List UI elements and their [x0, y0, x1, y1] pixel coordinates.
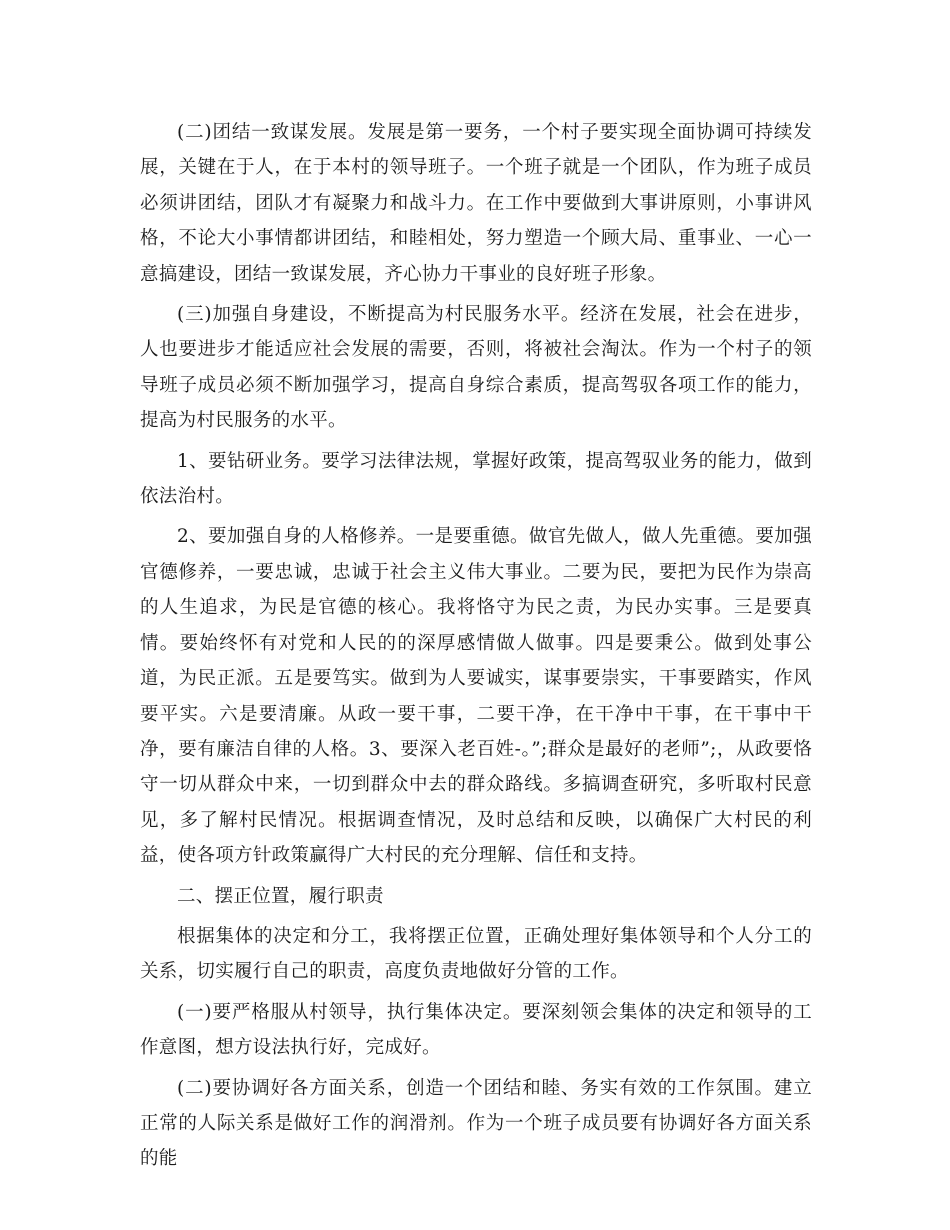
paragraph-self-building: (三)加强自身建设，不断提高为村民服务水平。经济在发展，社会在进步，人也要进步才能适应社会发展的需要，否则，将被社会淘汰。作为一个村子的领导班子成员必须不断加强学习，提高自身综合素质，提高驾驭各项工作的能力，提高为村民服务的水平。: [140, 304, 812, 432]
document-body: [140, 115, 812, 1182]
section-heading-position: 二、摆正位置，履行职责: [177, 885, 384, 907]
paragraph-collective-decision: 根据集体的决定和分工，我将摆正位置，正确处理好集体领导和个人分工的关系，切实履行自己的职责，高度负责地做好分管的工作。: [140, 925, 812, 983]
paragraph-personal-cultivation: 2、要加强自身的人格修养。一是要重德。做官先做人，做人先重德。要加强官德修养，一要忠诚，忠诚于社会主义伟大事业。二要为民，要把为民作为崇高的人生追求，为民是官德的核心。我将恪守为民之责，为民办实事。三是要真情。要始终怀有对党和人民的的深厚感情做人做事。四是要秉公。做到处事公道，为民正派。五是要笃实。做到为人要诚实，谋事要崇实，干事要踏实，作风要平实。六是要清廉。从政一要干事，二要干净，在干净中干事，在干事中干净，要有廉洁自律的人格。3、要深入老百姓-。”;群众是最好的老师”;，从政要恪守一切从群众中来，一切到群众中去的群众路线。多搞调查研究，多听取村民意见，多了解村民情况。根据调查情况，及时总结和反映，以确保广大村民的利益，使各项方针政策赢得广大村民的充分理解、信任和支持。: [140, 526, 812, 867]
paragraph-study-business: 1、要钻研业务。要学习法律法规，掌握好政策，提高驾驭业务的能力，做到依法治村。: [140, 450, 812, 508]
paragraph-obey-leadership: (一)要严格服从村领导，执行集体决定。要深刻领会集体的决定和领导的工作意图，想方设法执行好，完成好。: [140, 1001, 812, 1059]
paragraph-coordinate-relations: (二)要协调好各方面关系，创造一个团结和睦、务实有效的工作氛围。建立正常的人际关系是做好工作的润滑剂。作为一个班子成员要有协调好各方面关系的能: [140, 1077, 812, 1170]
paragraph-unity: (二)团结一致谋发展。发展是第一要务，一个村子要实现全面协调可持续发展，关键在于人，在于本村的领导班子。一个班子就是一个团队，作为班子成员必须讲团结，团队才有凝聚力和战斗力。在工作中要做到大事讲原则，小事讲风格，不论大小事情都讲团结，和睦相处，努力塑造一个顾大局、重事业、一心一意搞建设，团结一致谋发展，齐心协力干事业的良好班子形象。: [140, 122, 812, 285]
